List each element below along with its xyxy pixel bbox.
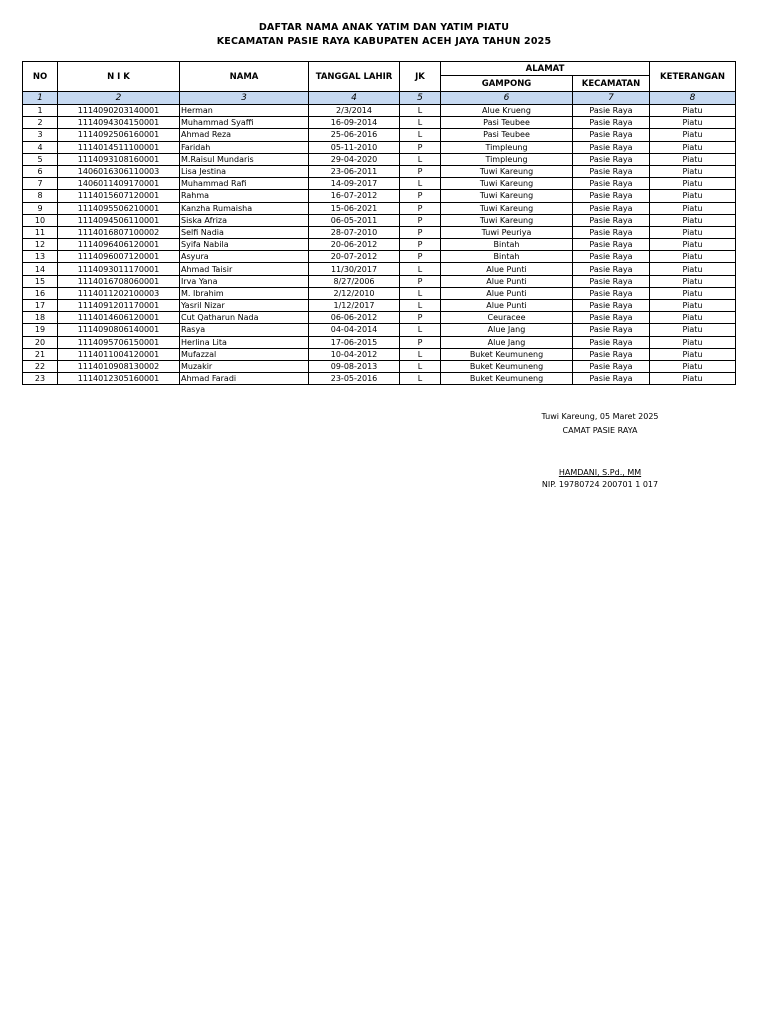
cell-nama: Rahma — [180, 190, 309, 202]
cell-nama: Muhammad Syaffi — [180, 117, 309, 129]
column-number: 8 — [650, 92, 736, 105]
cell-nik: 1114015607120001 — [58, 190, 180, 202]
cell-kecamatan: Pasie Raya — [573, 312, 650, 324]
cell-no: 4 — [23, 141, 58, 153]
table-row — [23, 263, 736, 275]
cell-keterangan: Piatu — [650, 300, 736, 312]
header-gampong: GAMPONG — [441, 76, 573, 92]
cell-tanggal-lahir: 23-06-2011 — [309, 165, 400, 177]
cell-keterangan: Piatu — [650, 263, 736, 275]
header-no: NO — [23, 62, 58, 92]
column-number: 1 — [23, 92, 58, 105]
cell-gampong: Alue Krueng — [441, 105, 573, 117]
table-row — [23, 117, 736, 129]
cell-keterangan: Piatu — [650, 373, 736, 385]
cell-nama: M. Ibrahim — [180, 287, 309, 299]
header-tanggal-lahir: TANGGAL LAHIR — [309, 62, 400, 92]
cell-nik: 1114093108160001 — [58, 153, 180, 165]
cell-gampong: Tuwi Kareung — [441, 202, 573, 214]
cell-jk: L — [400, 129, 441, 141]
cell-no: 15 — [23, 275, 58, 287]
cell-kecamatan: Pasie Raya — [573, 105, 650, 117]
cell-jk: P — [400, 165, 441, 177]
cell-kecamatan: Pasie Raya — [573, 153, 650, 165]
table-row — [23, 348, 736, 360]
cell-no: 21 — [23, 348, 58, 360]
cell-tanggal-lahir: 17-06-2015 — [309, 336, 400, 348]
cell-tanggal-lahir: 10-04-2012 — [309, 348, 400, 360]
cell-tanggal-lahir: 28-07-2010 — [309, 226, 400, 238]
cell-keterangan: Piatu — [650, 165, 736, 177]
cell-jk: P — [400, 239, 441, 251]
table-row — [23, 336, 736, 348]
cell-kecamatan: Pasie Raya — [573, 360, 650, 372]
cell-jk: L — [400, 348, 441, 360]
cell-keterangan: Piatu — [650, 190, 736, 202]
cell-nik: 1114093011170001 — [58, 263, 180, 275]
cell-nik: 1406016306110003 — [58, 165, 180, 177]
cell-nik: 1114016708060001 — [58, 275, 180, 287]
signature-position: CAMAT PASIE RAYA — [562, 426, 638, 435]
cell-tanggal-lahir: 04-04-2014 — [309, 324, 400, 336]
cell-nama: M.Raisul Mundaris — [180, 153, 309, 165]
cell-kecamatan: Pasie Raya — [573, 190, 650, 202]
cell-jk: L — [400, 324, 441, 336]
cell-keterangan: Piatu — [650, 336, 736, 348]
cell-kecamatan: Pasie Raya — [573, 239, 650, 251]
cell-keterangan: Piatu — [650, 324, 736, 336]
cell-keterangan: Piatu — [650, 360, 736, 372]
cell-kecamatan: Pasie Raya — [573, 275, 650, 287]
table-row — [23, 300, 736, 312]
cell-jk: P — [400, 251, 441, 263]
cell-gampong: Alue Punti — [441, 275, 573, 287]
cell-kecamatan: Pasie Raya — [573, 202, 650, 214]
cell-tanggal-lahir: 06-05-2011 — [309, 214, 400, 226]
table-row — [23, 153, 736, 165]
cell-kecamatan: Pasie Raya — [573, 251, 650, 263]
cell-nama: Rasya — [180, 324, 309, 336]
cell-nama: Ahmad Reza — [180, 129, 309, 141]
column-number: 6 — [441, 92, 573, 105]
cell-nik: 1114094506110001 — [58, 214, 180, 226]
cell-gampong: Alue Punti — [441, 300, 573, 312]
cell-gampong: Alue Jang — [441, 336, 573, 348]
cell-tanggal-lahir: 2/3/2014 — [309, 105, 400, 117]
cell-nama: Muzakir — [180, 360, 309, 372]
cell-jk: L — [400, 117, 441, 129]
cell-tanggal-lahir: 29-04-2020 — [309, 153, 400, 165]
cell-kecamatan: Pasie Raya — [573, 324, 650, 336]
table-row — [23, 178, 736, 190]
signature-name: HAMDANI, S.Pd., MM — [558, 468, 642, 477]
header-keterangan: KETERANGAN — [650, 62, 736, 92]
table-row — [23, 360, 736, 372]
cell-no: 13 — [23, 251, 58, 263]
cell-nik: 1406011409170001 — [58, 178, 180, 190]
table-row — [23, 239, 736, 251]
document-title: DAFTAR NAMA ANAK YATIM DAN YATIM PIATU — [258, 22, 510, 33]
cell-nik: 1114090806140001 — [58, 324, 180, 336]
cell-jk: L — [400, 153, 441, 165]
cell-no: 23 — [23, 373, 58, 385]
cell-keterangan: Piatu — [650, 178, 736, 190]
cell-nik: 1114014606120001 — [58, 312, 180, 324]
cell-jk: L — [400, 360, 441, 372]
cell-jk: L — [400, 287, 441, 299]
cell-jk: L — [400, 178, 441, 190]
cell-jk: L — [400, 263, 441, 275]
cell-nama: Siska Afriza — [180, 214, 309, 226]
table-row — [23, 202, 736, 214]
cell-keterangan: Piatu — [650, 239, 736, 251]
cell-nama: Ahmad Faradi — [180, 373, 309, 385]
cell-tanggal-lahir: 06-06-2012 — [309, 312, 400, 324]
cell-jk: P — [400, 214, 441, 226]
cell-keterangan: Piatu — [650, 105, 736, 117]
cell-kecamatan: Pasie Raya — [573, 300, 650, 312]
cell-nik: 1114091201170001 — [58, 300, 180, 312]
cell-kecamatan: Pasie Raya — [573, 214, 650, 226]
cell-gampong: Timpleung — [441, 153, 573, 165]
cell-nama: Herman — [180, 105, 309, 117]
cell-nama: Mufazzal — [180, 348, 309, 360]
cell-kecamatan: Pasie Raya — [573, 336, 650, 348]
cell-no: 14 — [23, 263, 58, 275]
cell-keterangan: Piatu — [650, 117, 736, 129]
header-nik: N I K — [58, 62, 180, 92]
cell-gampong: Buket Keumuneng — [441, 348, 573, 360]
cell-jk: P — [400, 336, 441, 348]
cell-keterangan: Piatu — [650, 226, 736, 238]
table-row — [23, 214, 736, 226]
cell-nama: Selfi Nadia — [180, 226, 309, 238]
column-number: 7 — [573, 92, 650, 105]
cell-nama: Syifa Nabila — [180, 239, 309, 251]
cell-keterangan: Piatu — [650, 214, 736, 226]
cell-keterangan: Piatu — [650, 251, 736, 263]
cell-tanggal-lahir: 1/12/2017 — [309, 300, 400, 312]
cell-nik: 1114095506210001 — [58, 202, 180, 214]
cell-tanggal-lahir: 25-06-2016 — [309, 129, 400, 141]
header-jk: JK — [400, 62, 441, 92]
cell-gampong: Alue Jang — [441, 324, 573, 336]
orphan-list-table — [22, 61, 736, 385]
cell-jk: P — [400, 202, 441, 214]
table-body — [23, 105, 736, 385]
table-row — [23, 287, 736, 299]
cell-nama: Herlina Lita — [180, 336, 309, 348]
cell-no: 18 — [23, 312, 58, 324]
cell-no: 16 — [23, 287, 58, 299]
cell-keterangan: Piatu — [650, 153, 736, 165]
cell-nik: 1114010908130002 — [58, 360, 180, 372]
cell-nama: Irva Yana — [180, 275, 309, 287]
cell-nama: Faridah — [180, 141, 309, 153]
cell-tanggal-lahir: 8/27/2006 — [309, 275, 400, 287]
cell-gampong: Tuwi Peuriya — [441, 226, 573, 238]
table-row — [23, 226, 736, 238]
cell-jk: P — [400, 275, 441, 287]
cell-nik: 1114096007120001 — [58, 251, 180, 263]
table-row — [23, 373, 736, 385]
table-row — [23, 251, 736, 263]
cell-kecamatan: Pasie Raya — [573, 129, 650, 141]
cell-nama: Cut Qatharun Nada — [180, 312, 309, 324]
cell-gampong: Pasi Teubee — [441, 129, 573, 141]
column-number: 4 — [309, 92, 400, 105]
table-row — [23, 324, 736, 336]
cell-kecamatan: Pasie Raya — [573, 141, 650, 153]
cell-nik: 1114092506160001 — [58, 129, 180, 141]
cell-no: 7 — [23, 178, 58, 190]
cell-kecamatan: Pasie Raya — [573, 165, 650, 177]
cell-no: 8 — [23, 190, 58, 202]
cell-jk: P — [400, 312, 441, 324]
cell-gampong: Tuwi Kareung — [441, 190, 573, 202]
cell-tanggal-lahir: 2/12/2010 — [309, 287, 400, 299]
cell-no: 19 — [23, 324, 58, 336]
cell-jk: L — [400, 373, 441, 385]
column-number: 3 — [180, 92, 309, 105]
cell-no: 10 — [23, 214, 58, 226]
cell-no: 17 — [23, 300, 58, 312]
cell-gampong: Buket Keumuneng — [441, 360, 573, 372]
cell-no: 20 — [23, 336, 58, 348]
cell-gampong: Pasi Teubee — [441, 117, 573, 129]
table-row — [23, 141, 736, 153]
cell-no: 11 — [23, 226, 58, 238]
cell-kecamatan: Pasie Raya — [573, 287, 650, 299]
cell-gampong: Tuwi Kareung — [441, 178, 573, 190]
table-row — [23, 312, 736, 324]
cell-keterangan: Piatu — [650, 141, 736, 153]
cell-nama: Asyura — [180, 251, 309, 263]
cell-nik: 1114012305160001 — [58, 373, 180, 385]
cell-no: 1 — [23, 105, 58, 117]
cell-gampong: Alue Punti — [441, 263, 573, 275]
cell-nik: 1114096406120001 — [58, 239, 180, 251]
header-alamat: ALAMAT — [441, 62, 650, 76]
cell-no: 6 — [23, 165, 58, 177]
cell-tanggal-lahir: 20-06-2012 — [309, 239, 400, 251]
cell-keterangan: Piatu — [650, 275, 736, 287]
cell-kecamatan: Pasie Raya — [573, 373, 650, 385]
cell-nik: 1114011202100003 — [58, 287, 180, 299]
cell-tanggal-lahir: 16-07-2012 — [309, 190, 400, 202]
cell-keterangan: Piatu — [650, 312, 736, 324]
cell-nama: Ahmad Taisir — [180, 263, 309, 275]
cell-jk: P — [400, 226, 441, 238]
cell-nik: 1114090203140001 — [58, 105, 180, 117]
cell-keterangan: Piatu — [650, 129, 736, 141]
cell-kecamatan: Pasie Raya — [573, 178, 650, 190]
cell-gampong: Bintah — [441, 251, 573, 263]
document-subtitle: KECAMATAN PASIE RAYA KABUPATEN ACEH JAYA TAHUN 2025 — [216, 36, 552, 47]
table-row — [23, 190, 736, 202]
cell-tanggal-lahir: 16-09-2014 — [309, 117, 400, 129]
cell-jk: L — [400, 300, 441, 312]
cell-nik: 1114095706150001 — [58, 336, 180, 348]
column-number-row — [23, 92, 736, 105]
cell-keterangan: Piatu — [650, 287, 736, 299]
cell-nik: 1114016807100002 — [58, 226, 180, 238]
cell-kecamatan: Pasie Raya — [573, 263, 650, 275]
cell-kecamatan: Pasie Raya — [573, 348, 650, 360]
cell-jk: P — [400, 141, 441, 153]
header-nama: NAMA — [180, 62, 309, 92]
cell-nik: 1114011004120001 — [58, 348, 180, 360]
cell-gampong: Ceuracee — [441, 312, 573, 324]
cell-no: 12 — [23, 239, 58, 251]
cell-jk: P — [400, 190, 441, 202]
column-number: 5 — [400, 92, 441, 105]
cell-jk: L — [400, 105, 441, 117]
cell-tanggal-lahir: 09-08-2013 — [309, 360, 400, 372]
cell-gampong: Tuwi Kareung — [441, 165, 573, 177]
cell-tanggal-lahir: 11/30/2017 — [309, 263, 400, 275]
cell-tanggal-lahir: 15-06-2021 — [309, 202, 400, 214]
signature-place-date: Tuwi Kareung, 05 Maret 2025 — [541, 412, 659, 421]
cell-no: 5 — [23, 153, 58, 165]
cell-tanggal-lahir: 14-09-2017 — [309, 178, 400, 190]
header-kecamatan: KECAMATAN — [573, 76, 650, 92]
cell-keterangan: Piatu — [650, 348, 736, 360]
cell-no: 22 — [23, 360, 58, 372]
signature-nip: NIP. 19780724 200701 1 017 — [541, 480, 659, 489]
cell-kecamatan: Pasie Raya — [573, 226, 650, 238]
cell-nik: 1114094304150001 — [58, 117, 180, 129]
cell-gampong: Timpleung — [441, 141, 573, 153]
cell-nama: Muhammad Rafi — [180, 178, 309, 190]
cell-gampong: Buket Keumuneng — [441, 373, 573, 385]
table-row — [23, 275, 736, 287]
cell-gampong: Tuwi Kareung — [441, 214, 573, 226]
table-row — [23, 129, 736, 141]
table-row — [23, 165, 736, 177]
cell-tanggal-lahir: 05-11-2010 — [309, 141, 400, 153]
cell-nik: 1114014511100001 — [58, 141, 180, 153]
cell-gampong: Alue Punti — [441, 287, 573, 299]
table-row — [23, 105, 736, 117]
column-number: 2 — [58, 92, 180, 105]
cell-kecamatan: Pasie Raya — [573, 117, 650, 129]
cell-tanggal-lahir: 20-07-2012 — [309, 251, 400, 263]
cell-nama: Yasril Nizar — [180, 300, 309, 312]
cell-nama: Kanzha Rumaisha — [180, 202, 309, 214]
cell-no: 9 — [23, 202, 58, 214]
cell-keterangan: Piatu — [650, 202, 736, 214]
cell-no: 3 — [23, 129, 58, 141]
cell-tanggal-lahir: 23-05-2016 — [309, 373, 400, 385]
cell-gampong: Bintah — [441, 239, 573, 251]
cell-no: 2 — [23, 117, 58, 129]
cell-nama: Lisa Jestina — [180, 165, 309, 177]
